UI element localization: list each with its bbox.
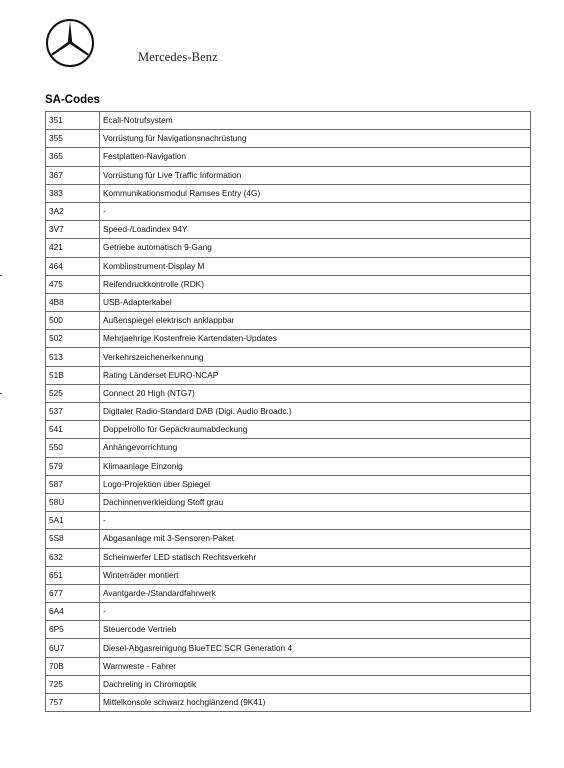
table-row — [46, 657, 531, 675]
sa-description-cell: Dachinnenverkleidung Stoff grau — [100, 493, 531, 511]
table-row — [46, 475, 531, 493]
sa-description-cell: Avantgarde-/Standardfahrwerk — [100, 584, 531, 602]
sa-description-cell: Scheinwerfer LED statisch Rechtsverkehr — [100, 548, 531, 566]
table-row — [46, 257, 531, 275]
three-pointed-star-icon — [45, 18, 95, 68]
table-row — [46, 221, 531, 239]
table-row — [46, 330, 531, 348]
table-row — [46, 293, 531, 311]
sa-code-cell: 475 — [46, 275, 100, 293]
sa-code-cell: 70B — [46, 657, 100, 675]
sa-code-cell: 6P5 — [46, 621, 100, 639]
sa-code-cell: 757 — [46, 694, 100, 712]
sa-description-cell: Kommunikationsmodul Ramses Entry (4G) — [100, 184, 531, 202]
sa-description-cell: Connect 20 High (NTG7) — [100, 384, 531, 402]
sa-code-cell: 3A2 — [46, 202, 100, 220]
sa-code-cell: 5A1 — [46, 512, 100, 530]
sa-description-cell: Verkehrszeichenerkennung — [100, 348, 531, 366]
table-row — [46, 584, 531, 602]
sa-code-cell: 677 — [46, 584, 100, 602]
sa-description-cell: Dachreling in Chromoptik — [100, 675, 531, 693]
sa-description-cell: Diesel-Abgasreinigung BlueTEC SCR Generation 4 — [100, 639, 531, 657]
table-row — [46, 112, 531, 130]
sa-code-cell: 541 — [46, 421, 100, 439]
page-edge-mark — [0, 275, 2, 276]
sa-description-cell: USB-Adapterkabel — [100, 293, 531, 311]
sa-description-cell: Rating Länderset EURO-NCAP — [100, 366, 531, 384]
sa-description-cell: Mittelkonsole schwarz hochglänzend (9K41) — [100, 694, 531, 712]
table-row — [46, 439, 531, 457]
table-row — [46, 603, 531, 621]
brand-name: Mercedes-Benz — [138, 50, 218, 64]
table-row — [46, 639, 531, 657]
sa-code-cell: 4B8 — [46, 293, 100, 311]
sa-code-cell: 632 — [46, 548, 100, 566]
sa-code-cell: 6A4 — [46, 603, 100, 621]
table-row — [46, 548, 531, 566]
sa-description-cell: Abgasanlage mit 3-Sensoren-Paket — [100, 530, 531, 548]
sa-description-cell: - — [100, 202, 531, 220]
sa-code-cell: 355 — [46, 130, 100, 148]
table-row — [46, 275, 531, 293]
table-row — [46, 694, 531, 712]
table-row — [46, 184, 531, 202]
sa-code-cell: 525 — [46, 384, 100, 402]
sa-code-cell: 421 — [46, 239, 100, 257]
sa-code-cell: 5S8 — [46, 530, 100, 548]
sa-code-cell: 365 — [46, 148, 100, 166]
table-row — [46, 384, 531, 402]
sa-code-cell: 51B — [46, 366, 100, 384]
table-row — [46, 530, 531, 548]
table-row — [46, 239, 531, 257]
page-edge-mark — [0, 393, 2, 394]
table-row — [46, 166, 531, 184]
sa-description-cell: - — [100, 603, 531, 621]
sa-description-cell: - — [100, 512, 531, 530]
sa-description-cell: Steuercode Vertrieb — [100, 621, 531, 639]
sa-code-cell: 550 — [46, 439, 100, 457]
sa-description-cell: Warnweste - Fahrer — [100, 657, 531, 675]
sa-code-cell: 500 — [46, 312, 100, 330]
table-row — [46, 457, 531, 475]
sa-code-cell: 464 — [46, 257, 100, 275]
sa-description-cell: Ecall-Notrufsystem — [100, 112, 531, 130]
table-row — [46, 348, 531, 366]
sa-code-cell: 725 — [46, 675, 100, 693]
section-title: SA-Codes — [45, 94, 100, 106]
sa-code-cell: 513 — [46, 348, 100, 366]
sa-description-cell: Vorrüstung für Navigationsnachrüstung — [100, 130, 531, 148]
sa-description-cell: Winterräder montiert — [100, 566, 531, 584]
sa-description-cell: Festplatten-Navigation — [100, 148, 531, 166]
sa-description-cell: Speed-/Loadindex 94Y — [100, 221, 531, 239]
table-row — [46, 421, 531, 439]
table-row — [46, 621, 531, 639]
sa-code-cell: 3V7 — [46, 221, 100, 239]
sa-description-cell: Vorrüstung für Live Traffic Information — [100, 166, 531, 184]
table-row — [46, 493, 531, 511]
table-row — [46, 130, 531, 148]
sa-description-cell: Doppelrollo für Gepäckraumabdeckung — [100, 421, 531, 439]
sa-description-cell: Getriebe automatisch 9-Gang — [100, 239, 531, 257]
table-row — [46, 202, 531, 220]
sa-codes-table-body — [46, 112, 531, 712]
sa-description-cell: Reifendruckkontrolle (RDK) — [100, 275, 531, 293]
table-row — [46, 512, 531, 530]
sa-codes-table — [45, 111, 531, 712]
sa-description-cell: Kombiinstrument-Display M — [100, 257, 531, 275]
sa-code-cell: 502 — [46, 330, 100, 348]
sa-code-cell: 579 — [46, 457, 100, 475]
sa-code-cell: 587 — [46, 475, 100, 493]
sa-description-cell: Digitaler Radio-Standard DAB (Digi. Audio Broadc.) — [100, 403, 531, 421]
table-row — [46, 312, 531, 330]
sa-code-cell: 537 — [46, 403, 100, 421]
table-row — [46, 403, 531, 421]
table-row — [46, 366, 531, 384]
sa-code-cell: 367 — [46, 166, 100, 184]
sa-description-cell: Logo-Projektion über Spiegel — [100, 475, 531, 493]
sa-code-cell: 58U — [46, 493, 100, 511]
sa-description-cell: Mehrjaehrige Kostenfreie Kartendaten-Updates — [100, 330, 531, 348]
sa-description-cell: Klimaanlage Einzonig — [100, 457, 531, 475]
sa-code-cell: 351 — [46, 112, 100, 130]
table-row — [46, 675, 531, 693]
table-row — [46, 148, 531, 166]
sa-code-cell: 6U7 — [46, 639, 100, 657]
sa-description-cell: Anhängevorrichtung — [100, 439, 531, 457]
sa-description-cell: Außenspiegel elektrisch anklappbar — [100, 312, 531, 330]
sa-code-cell: 651 — [46, 566, 100, 584]
table-row — [46, 566, 531, 584]
sa-code-cell: 383 — [46, 184, 100, 202]
